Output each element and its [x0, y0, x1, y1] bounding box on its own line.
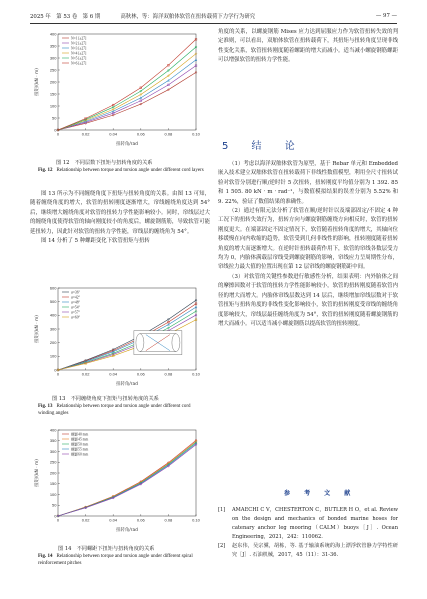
references-title: 参 考 文 献 — [284, 490, 357, 497]
reference-list — [218, 506, 398, 560]
x-axis-label: 扭转角/rad — [116, 382, 138, 387]
legend-label: α=60° — [71, 315, 80, 320]
left-body-text — [30, 190, 210, 246]
x-tick-label: 0.08 — [164, 517, 173, 523]
reference-number: [2] — [218, 543, 226, 549]
paragraph: 图 13 所示为不同缠绕角度下扭矩与扭转角度的关系。由图 13 可知，随着缠绕角度的增大，软管的扭转刚度逐渐增大，帘线缠绕角度达到 54°后，继续增大缠绕角度对软管的扭转力学性能影响较小。同时，帘线层过大的缠绕角度使得软管的轴向刚度较小的角度后，螺旋钢筋筋，导致软管可能延扭转力，因此针对软管的扭转力学性能，帘线层的缠绕角为 54°。 — [30, 191, 210, 235]
x-tick-label: 0.06 — [136, 131, 145, 137]
y-tick-label: 250 — [49, 459, 57, 465]
y-axis-label: 扭矩/(kN · m) — [35, 459, 40, 487]
figure-14-caption-en-text: Relationship between torque and torsion angle under different spiral reinforcement pitches — [38, 554, 193, 567]
header-title: 海洋双舶体软管在扭转载荷下力学行为研究 — [152, 14, 256, 20]
y-tick-label: 0 — [54, 367, 57, 373]
x-tick-label: 0.04 — [109, 371, 118, 377]
figure-14 — [32, 426, 202, 534]
reference-text: 赵东伟，吴宗骥，胡栋，等. 基于输油系统的海上漂浮软管静力学特性研究［J］. 石油机械，2017，45（11）：31-36. — [232, 543, 398, 558]
reference-item — [218, 506, 398, 542]
y-tick-label: 400 — [49, 31, 57, 37]
x-tick-label: 0 — [56, 517, 60, 523]
x-tick-label: 0.04 — [109, 131, 118, 137]
figure-13-label: Fig. 13 — [38, 404, 53, 409]
x-tick-label: 0.02 — [81, 517, 90, 523]
y-tick-label: 100 — [49, 491, 57, 497]
y-tick-label: 500 — [49, 298, 57, 304]
legend-label: α=57° — [71, 310, 80, 315]
x-tick-label: 0.02 — [81, 131, 90, 137]
x-tick-label: 0.08 — [164, 131, 173, 137]
figure-12-caption-cn: 图 12 不同层数下扭矩与扭转角度的关系 — [56, 160, 153, 166]
x-tick-label: 0.06 — [136, 371, 145, 377]
legend-label: N=2 [±27] — [71, 41, 87, 46]
legend-label: 螺距50 mm — [71, 442, 89, 447]
conclusion-item-1: （1）考虑以海洋双舶体软管为原型，基于 Rebar 单元和 Embedded 嵌入技术建立双舶体软管在扭转载荷下非线性数值模型，利用全尺寸扭转试验对软管分别进行顺/逆时针 5 次扭转，扭转刚度平均值分别为 1 392. 85 和 1 505. 80 kN · m · rad⁻¹，与数值模拟结果的误差分别为 5.52% 和 9. 22%，验证了数值结果的准确性。 — [218, 161, 398, 205]
figure-12 — [32, 30, 202, 148]
reference-number: [1] — [218, 507, 226, 513]
legend-label: N=6 [±27] — [71, 61, 87, 66]
figure-14-caption-en — [38, 553, 210, 568]
x-tick-label: 0.06 — [136, 517, 145, 523]
y-tick-label: 100 — [49, 103, 57, 109]
paragraph: 角度的关系，以螺旋钢筋 Mises 应力达到屈服应力作为软管扭转失效的判定准则，可以看出，双舶体软管在扭转载荷下，其扭矩与扭转角度呈现非线性变化关系，软管扭转刚度随着螺距的增大而减小。适当减小螺旋钢筋螺距可以增强软管的扭转力学性能。 — [218, 29, 398, 64]
y-tick-label: 200 — [49, 339, 57, 345]
y-tick-label: 600 — [49, 285, 57, 291]
conclusion-text — [218, 160, 398, 329]
x-tick-label: 0 — [56, 371, 60, 377]
x-axis-label: 扭转角/rad — [116, 142, 138, 147]
legend-label: 螺距40 mm — [71, 432, 89, 437]
x-tick-label: 0 — [56, 131, 60, 137]
y-axis-label: 扭矩/(kN · m) — [35, 315, 40, 343]
x-tick-label: 0.08 — [164, 371, 173, 377]
figure-12-caption-en — [38, 167, 208, 174]
legend-label: α=54° — [71, 305, 80, 310]
y-tick-label: 200 — [49, 79, 57, 85]
legend-label: α=48° — [71, 300, 80, 305]
y-tick-label: 300 — [49, 326, 57, 332]
y-tick-label: 50 — [52, 115, 57, 121]
legend-label: N=1 [±27] — [71, 36, 87, 41]
legend-label: N=5 [±27] — [71, 56, 87, 61]
x-tick-label: 0.10 — [192, 371, 200, 377]
paragraph: 图 14 分析了 5 种螺距变化下软管扭矩与扭转 — [41, 238, 150, 245]
figure-14-chart — [32, 426, 202, 534]
legend-label: 螺距55 mm — [71, 447, 89, 452]
running-header — [30, 10, 397, 22]
y-tick-label: 250 — [49, 67, 57, 73]
y-tick-label: 200 — [49, 470, 57, 476]
y-tick-label: 300 — [49, 448, 57, 454]
section-title-conclusion: 5 结 论 — [222, 141, 305, 152]
figure-13-chart — [32, 284, 202, 388]
figure-12-chart — [32, 30, 202, 148]
right-top-text — [218, 28, 398, 66]
figure-14-label: Fig. 14 — [38, 554, 53, 559]
x-tick-label: 0.10 — [192, 517, 200, 523]
y-axis-label: 扭矩/(kN · m) — [35, 68, 40, 96]
header-rule — [30, 23, 397, 24]
x-tick-label: 0.02 — [81, 371, 90, 377]
page-number: — 97 — — [375, 13, 397, 19]
header-authors: 高秋林，等： — [120, 14, 153, 20]
legend-label: α=36° — [71, 290, 80, 295]
x-tick-label: 0.04 — [109, 517, 118, 523]
y-tick-label: 0 — [54, 513, 57, 519]
figure-12-label: Fig. 12 — [38, 168, 53, 173]
y-tick-label: 350 — [49, 43, 57, 49]
legend-label: α=42° — [71, 295, 80, 300]
winding-angle-inset — [134, 331, 182, 355]
figure-13-caption-en-text: Relationship between torque and torsion angle under different cord winding angles — [38, 404, 191, 417]
journal-issue: 2025 年 第 53 卷 第 6 期 — [30, 14, 101, 20]
legend-label: 螺距45 mm — [71, 437, 89, 442]
figure-13-caption-en — [38, 403, 208, 418]
y-tick-label: 400 — [49, 427, 57, 433]
x-axis-label: 扭转角/rad — [116, 528, 138, 533]
legend-label: 螺距60 mm — [71, 452, 89, 457]
x-tick-label: 0.10 — [192, 131, 200, 137]
conclusion-item-3: （3）对软管的关键性参数进行敏感性分析，结果表明：内外胎体之间的摩擦因数对于软管的扭转力学性能影响较小，软管的扭转刚度随着软管内径的增大而增大。内胎体帘线层数达到 14 层后，继续增加帘线层数对于软管扭矩与扭转角度的非线性变化影响较小，软管的扭转刚度受帘线的缠绕角度影响较大，帘线层最佳缠绕角度为 54°，软管的扭转刚度随着螺旋钢筋的增大而减小。可以适当减小螺旋钢筋以提高软管的扭转刚度。 — [218, 273, 398, 327]
y-tick-label: 400 — [49, 312, 57, 318]
figure-12-caption-en-text: Relationship between torque and torsion angle under different cord layers — [56, 168, 204, 173]
y-tick-label: 150 — [49, 481, 57, 487]
figure-13-caption-cn: 图 13 不同缠绕角度下扭矩与扭转角度的关系 — [52, 396, 159, 402]
y-tick-label: 50 — [52, 502, 57, 508]
y-tick-label: 350 — [49, 438, 57, 444]
y-tick-label: 0 — [54, 127, 57, 133]
y-tick-label: 300 — [49, 55, 57, 61]
figure-14-caption-cn: 图 14 不同螺距下扭矩与扭转角度的关系 — [58, 546, 155, 552]
reference-text: AMAECHI C V，CHESTERTON C，BUTLER H O，et al. Review on the design and mechanics of bonded marine hoses for catenary anchor leg mooring（CALM）buoys［J］. Ocean Engineering，2021，242：110062. — [232, 507, 398, 540]
reference-item — [218, 542, 398, 560]
y-tick-label: 150 — [49, 91, 57, 97]
legend-label: N=3 [±27] — [71, 46, 87, 51]
figure-13 — [32, 284, 202, 388]
conclusion-item-2: （2）通过有限元法分析了软管在顺/逆时针以及端部固定/不固定 4 种工况下的扭转失效行为，扭转方向与螺旋钢筋缠绕方向相反时，软管的扭转刚度更大。在端部固定不固定情况下，软管随着扭转角度的增大，其轴向位移缓慢在向内收缩的趋势，软管受到几何非线性的影响，扭转刚度随着扭转角度的增大而逐渐增大。在逆时针扭转载荷作用下，软管的帘线各数层受力均为 0，内胎体满载层帘线受到螺旋钢筋的影响，帘线应力呈周期性分布，帘线拉力最大值的位置出现在第 12 层帘线的螺旋钢筋距中间。 — [218, 208, 398, 271]
legend-label: N=4 [±27] — [71, 51, 87, 56]
y-tick-label: 100 — [49, 353, 57, 359]
